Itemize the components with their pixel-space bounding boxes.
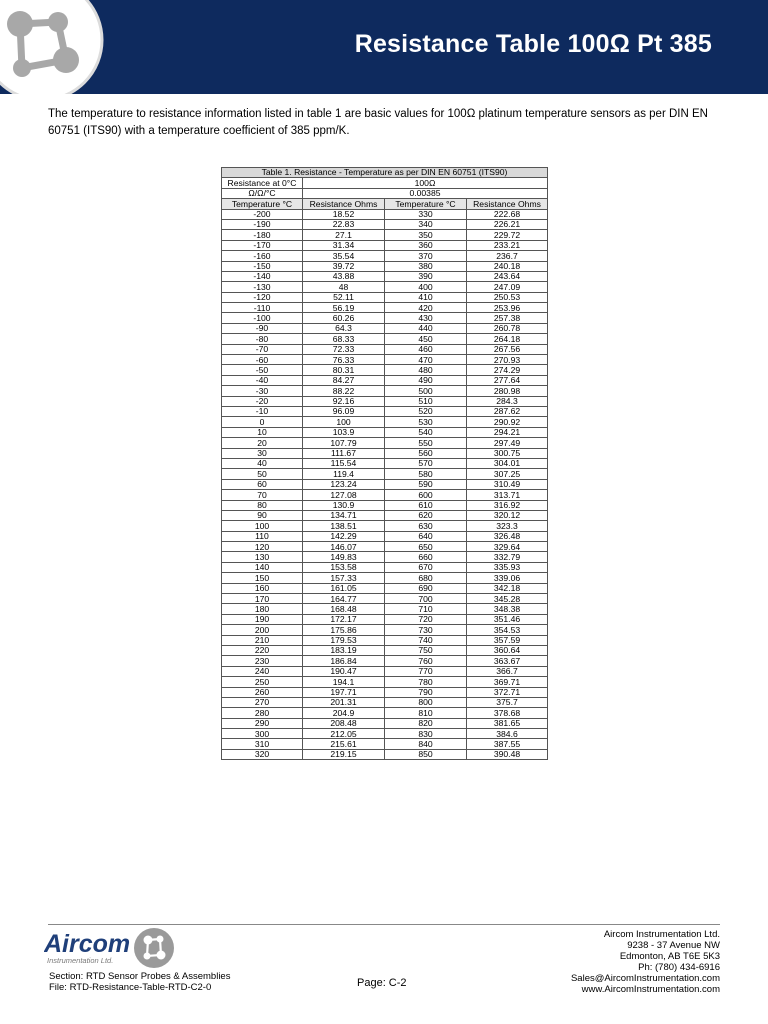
table-cell: 500	[385, 386, 467, 396]
table-cell: 600	[385, 490, 467, 500]
table-cell: 313.71	[467, 490, 548, 500]
table-row	[222, 708, 548, 718]
table-cell: 229.72	[467, 230, 548, 240]
table-row	[222, 427, 548, 437]
table-header-row	[222, 199, 548, 209]
table-row	[222, 282, 548, 292]
table-cell: 120	[222, 542, 303, 552]
logo-tagline: Instrumentation Ltd.	[47, 956, 114, 965]
table-cell: 680	[385, 573, 467, 583]
table-cell: 384.6	[467, 729, 548, 739]
table-cell: 410	[385, 292, 467, 302]
table-cell: 370	[385, 251, 467, 261]
table-cell: 250.53	[467, 292, 548, 302]
table-cell: -10	[222, 406, 303, 416]
table-cell: 326.48	[467, 531, 548, 541]
footer-divider	[48, 924, 720, 925]
table-row	[222, 251, 548, 261]
table-cell: 690	[385, 583, 467, 593]
table-cell: 590	[385, 479, 467, 489]
table-cell: 64.3	[303, 323, 385, 333]
table-cell: -80	[222, 334, 303, 344]
table-row	[222, 573, 548, 583]
table-cell: 220	[222, 645, 303, 655]
table-cell: 580	[385, 469, 467, 479]
table-cell: 90	[222, 510, 303, 520]
table-cell: -140	[222, 271, 303, 281]
table-cell: 31.34	[303, 240, 385, 250]
table-cell: 810	[385, 708, 467, 718]
table-row	[222, 271, 548, 281]
table-cell: 160	[222, 583, 303, 593]
aircom-footer-logo	[44, 926, 184, 972]
table-cell: 780	[385, 677, 467, 687]
table-row	[222, 594, 548, 604]
table-cell: 390.48	[467, 749, 548, 759]
table-cell: 770	[385, 666, 467, 676]
table-cell: 240.18	[467, 261, 548, 271]
table-cell: 287.62	[467, 406, 548, 416]
table-cell: 84.27	[303, 375, 385, 385]
table-cell: 345.28	[467, 594, 548, 604]
table-row	[222, 510, 548, 520]
table-row	[222, 209, 548, 219]
table-cell: 363.67	[467, 656, 548, 666]
table-caption-row	[222, 168, 548, 178]
footer-section: Section: RTD Sensor Probes & Assemblies	[49, 971, 231, 982]
table-cell: 172.17	[303, 614, 385, 624]
table-cell: -110	[222, 303, 303, 313]
table-row	[222, 365, 548, 375]
table-cell: 304.01	[467, 458, 548, 468]
table-cell: 760	[385, 656, 467, 666]
table-cell: 253.96	[467, 303, 548, 313]
resistance-at-zero-label: Resistance at 0°C	[222, 178, 303, 188]
table-row	[222, 583, 548, 593]
table-row	[222, 490, 548, 500]
table-cell: 480	[385, 365, 467, 375]
table-row	[222, 542, 548, 552]
table-cell: 92.16	[303, 396, 385, 406]
table-cell: 96.09	[303, 406, 385, 416]
table-cell: 153.58	[303, 562, 385, 572]
table-cell: 226.21	[467, 219, 548, 229]
table-row	[222, 666, 548, 676]
table-cell: 310.49	[467, 479, 548, 489]
table-cell: 208.48	[303, 718, 385, 728]
table-row	[222, 219, 548, 229]
table-cell: 570	[385, 458, 467, 468]
table-cell: 650	[385, 542, 467, 552]
column-header: Temperature °C	[385, 199, 467, 209]
table-row	[222, 303, 548, 313]
table-row	[222, 344, 548, 354]
table-cell: 250	[222, 677, 303, 687]
table-cell: 316.92	[467, 500, 548, 510]
table-row	[222, 500, 548, 510]
table-row	[222, 313, 548, 323]
table-cell: 80	[222, 500, 303, 510]
table-cell: 750	[385, 645, 467, 655]
table-cell: 800	[385, 697, 467, 707]
table-cell: -120	[222, 292, 303, 302]
table-row	[222, 677, 548, 687]
table-cell: 366.7	[467, 666, 548, 676]
table-cell: 820	[385, 718, 467, 728]
table-cell: 10	[222, 427, 303, 437]
table-cell: 700	[385, 594, 467, 604]
table-cell: 381.65	[467, 718, 548, 728]
table-row	[222, 292, 548, 302]
table-cell: 390	[385, 271, 467, 281]
table-cell: 130	[222, 552, 303, 562]
table-row	[222, 396, 548, 406]
table-cell: 670	[385, 562, 467, 572]
footer-email-link[interactable]: Sales@AircomInstrumentation.com	[570, 973, 720, 984]
table-cell: 48	[303, 282, 385, 292]
table-cell: 130.9	[303, 500, 385, 510]
table-row	[222, 645, 548, 655]
table-cell: 56.19	[303, 303, 385, 313]
table-cell: 123.24	[303, 479, 385, 489]
table-cell: 40	[222, 458, 303, 468]
table-row	[222, 406, 548, 416]
footer-address-line1: 9238 - 37 Avenue NW	[627, 940, 720, 951]
table-cell: 222.68	[467, 209, 548, 219]
table-cell: 157.33	[303, 573, 385, 583]
table-cell: 380	[385, 261, 467, 271]
table-cell: 274.29	[467, 365, 548, 375]
table-cell: 450	[385, 334, 467, 344]
table-cell: 233.21	[467, 240, 548, 250]
table-cell: 212.05	[303, 729, 385, 739]
column-header: Resistance Ohms	[467, 199, 548, 209]
table-cell: 294.21	[467, 427, 548, 437]
table-cell: 430	[385, 313, 467, 323]
table-cell: 307.25	[467, 469, 548, 479]
table-cell: 243.64	[467, 271, 548, 281]
footer-address-line2: Edmonton, AB T6E 5K3	[619, 951, 720, 962]
table-cell: 270	[222, 697, 303, 707]
table-cell: 230	[222, 656, 303, 666]
table-cell: 730	[385, 625, 467, 635]
table-row	[222, 323, 548, 333]
column-header: Temperature °C	[222, 199, 303, 209]
table-cell: 520	[385, 406, 467, 416]
table-cell: 260	[222, 687, 303, 697]
page-title: Resistance Table 100Ω Pt 385	[354, 30, 712, 58]
table-cell: -130	[222, 282, 303, 292]
table-cell: 50	[222, 469, 303, 479]
table-cell: -180	[222, 230, 303, 240]
table-cell: 60	[222, 479, 303, 489]
coefficient-row	[222, 188, 548, 198]
table-cell: 170	[222, 594, 303, 604]
table-cell: 110	[222, 531, 303, 541]
table-cell: 186.84	[303, 656, 385, 666]
table-cell: 150	[222, 573, 303, 583]
table-cell: 164.77	[303, 594, 385, 604]
table-cell: 201.31	[303, 697, 385, 707]
table-cell: 630	[385, 521, 467, 531]
table-cell: 76.33	[303, 355, 385, 365]
table-cell: -40	[222, 375, 303, 385]
table-cell: -190	[222, 219, 303, 229]
table-cell: -50	[222, 365, 303, 375]
table-cell: 339.06	[467, 573, 548, 583]
table-cell: 660	[385, 552, 467, 562]
table-cell: 277.64	[467, 375, 548, 385]
footer-document-info	[49, 971, 230, 993]
resistance-at-zero-row	[222, 178, 548, 188]
table-cell: 470	[385, 355, 467, 365]
table-row	[222, 739, 548, 749]
table-cell: 300.75	[467, 448, 548, 458]
table-cell: 360.64	[467, 645, 548, 655]
table-row	[222, 656, 548, 666]
table-cell: 440	[385, 323, 467, 333]
table-row	[222, 635, 548, 645]
table-row	[222, 417, 548, 427]
table-cell: 320.12	[467, 510, 548, 520]
table-cell: 127.08	[303, 490, 385, 500]
table-cell: 530	[385, 417, 467, 427]
table-row	[222, 458, 548, 468]
table-cell: 215.61	[303, 739, 385, 749]
table-cell: 340	[385, 219, 467, 229]
footer-website-link[interactable]: www.AircomInstrumentation.com	[581, 984, 720, 995]
table-row	[222, 562, 548, 572]
table-cell: 267.56	[467, 344, 548, 354]
table-cell: 280.98	[467, 386, 548, 396]
table-cell: 369.71	[467, 677, 548, 687]
table-row	[222, 240, 548, 250]
table-cell: 330	[385, 209, 467, 219]
table-row	[222, 749, 548, 759]
table-cell: 290.92	[467, 417, 548, 427]
page-header	[0, 0, 768, 94]
table-cell: 790	[385, 687, 467, 697]
table-cell: 70	[222, 490, 303, 500]
table-cell: 43.88	[303, 271, 385, 281]
table-cell: 100	[222, 521, 303, 531]
table-cell: 146.07	[303, 542, 385, 552]
table-cell: 372.71	[467, 687, 548, 697]
table-cell: 387.55	[467, 739, 548, 749]
table-cell: 354.53	[467, 625, 548, 635]
table-cell: 257.38	[467, 313, 548, 323]
table-cell: 107.79	[303, 438, 385, 448]
resistance-table	[221, 167, 548, 760]
table-cell: 200	[222, 625, 303, 635]
table-cell: 183.19	[303, 645, 385, 655]
footer-phone: Ph: (780) 434-6916	[638, 962, 720, 973]
table-cell: 119.4	[303, 469, 385, 479]
table-cell: 22.83	[303, 219, 385, 229]
table-cell: 297.49	[467, 438, 548, 448]
table-cell: -70	[222, 344, 303, 354]
table-caption: Table 1. Resistance - Temperature as per DIN EN 60751 (ITS90)	[222, 168, 548, 178]
table-cell: 540	[385, 427, 467, 437]
table-cell: -60	[222, 355, 303, 365]
table-row	[222, 614, 548, 624]
table-cell: 0	[222, 417, 303, 427]
table-cell: 351.46	[467, 614, 548, 624]
table-cell: 20	[222, 438, 303, 448]
table-row	[222, 625, 548, 635]
table-cell: 740	[385, 635, 467, 645]
table-cell: 375.7	[467, 697, 548, 707]
table-cell: 219.15	[303, 749, 385, 759]
table-cell: 175.86	[303, 625, 385, 635]
table-row	[222, 479, 548, 489]
table-cell: 115.54	[303, 458, 385, 468]
table-cell: 190	[222, 614, 303, 624]
table-row	[222, 355, 548, 365]
table-row	[222, 375, 548, 385]
table-cell: 329.64	[467, 542, 548, 552]
table-cell: 52.11	[303, 292, 385, 302]
table-cell: -100	[222, 313, 303, 323]
table-cell: 204.9	[303, 708, 385, 718]
table-row	[222, 386, 548, 396]
table-cell: 357.59	[467, 635, 548, 645]
table-cell: 190.47	[303, 666, 385, 676]
table-cell: 300	[222, 729, 303, 739]
table-cell: 88.22	[303, 386, 385, 396]
table-cell: 620	[385, 510, 467, 520]
table-cell: 161.05	[303, 583, 385, 593]
table-cell: 134.71	[303, 510, 385, 520]
table-cell: 550	[385, 438, 467, 448]
table-cell: 236.7	[467, 251, 548, 261]
table-cell: 332.79	[467, 552, 548, 562]
table-cell: 284.3	[467, 396, 548, 406]
table-cell: 30	[222, 448, 303, 458]
table-cell: 18.52	[303, 209, 385, 219]
table-cell: 27.1	[303, 230, 385, 240]
table-cell: 850	[385, 749, 467, 759]
table-cell: 320	[222, 749, 303, 759]
table-cell: 720	[385, 614, 467, 624]
table-row	[222, 469, 548, 479]
table-cell: -160	[222, 251, 303, 261]
table-cell: 111.67	[303, 448, 385, 458]
table-cell: 350	[385, 230, 467, 240]
table-row	[222, 697, 548, 707]
table-cell: 180	[222, 604, 303, 614]
table-cell: 378.68	[467, 708, 548, 718]
table-cell: 830	[385, 729, 467, 739]
table-cell: 35.54	[303, 251, 385, 261]
table-row	[222, 521, 548, 531]
table-row	[222, 729, 548, 739]
table-cell: 360	[385, 240, 467, 250]
logo-wordmark: Aircom	[44, 930, 131, 958]
table-cell: 310	[222, 739, 303, 749]
table-cell: 290	[222, 718, 303, 728]
table-cell: -170	[222, 240, 303, 250]
table-cell: 240	[222, 666, 303, 676]
table-cell: 80.31	[303, 365, 385, 375]
table-cell: -90	[222, 323, 303, 333]
table-cell: 420	[385, 303, 467, 313]
table-cell: 560	[385, 448, 467, 458]
table-cell: 39.72	[303, 261, 385, 271]
table-cell: 460	[385, 344, 467, 354]
table-cell: 197.71	[303, 687, 385, 697]
table-cell: 210	[222, 635, 303, 645]
table-cell: 140	[222, 562, 303, 572]
table-row	[222, 230, 548, 240]
table-cell: 335.93	[467, 562, 548, 572]
table-row	[222, 604, 548, 614]
table-cell: 100	[303, 417, 385, 427]
footer-contact-block	[571, 929, 720, 995]
table-row	[222, 552, 548, 562]
footer-page-number: Page: C-2	[357, 977, 407, 989]
table-cell: 280	[222, 708, 303, 718]
table-cell: 260.78	[467, 323, 548, 333]
table-cell: 264.18	[467, 334, 548, 344]
footer-company: Aircom Instrumentation Ltd.	[603, 929, 720, 940]
table-row	[222, 718, 548, 728]
table-cell: 149.83	[303, 552, 385, 562]
table-row	[222, 687, 548, 697]
table-row	[222, 531, 548, 541]
table-cell: 103.9	[303, 427, 385, 437]
table-cell: 400	[385, 282, 467, 292]
intro-paragraph: The temperature to resistance information listed in table 1 are basic values for 100Ω platinum temperature sensors as per DIN EN 60751 (ITS90) with a temperature coefficient of 385 ppm/K.	[48, 108, 708, 137]
footer-file: File: RTD-Resistance-Table-RTD-C2-0	[49, 982, 212, 993]
table-cell: 168.48	[303, 604, 385, 614]
aircom-molecule-logo-icon	[0, 0, 110, 94]
table-cell: -30	[222, 386, 303, 396]
coefficient-value: 0.00385	[303, 188, 548, 198]
molecule-icon	[134, 928, 174, 968]
table-cell: 270.93	[467, 355, 548, 365]
table-cell: 640	[385, 531, 467, 541]
table-cell: 323.3	[467, 521, 548, 531]
table-cell: 510	[385, 396, 467, 406]
table-cell: 60.26	[303, 313, 385, 323]
table-cell: 610	[385, 500, 467, 510]
table-cell: -20	[222, 396, 303, 406]
resistance-at-zero-value: 100Ω	[303, 178, 548, 188]
table-cell: -150	[222, 261, 303, 271]
coefficient-label: Ω/Ω/°C	[222, 188, 303, 198]
table-row	[222, 261, 548, 271]
table-cell: 710	[385, 604, 467, 614]
table-cell: 142.29	[303, 531, 385, 541]
table-cell: 194.1	[303, 677, 385, 687]
table-cell: 247.09	[467, 282, 548, 292]
column-header: Resistance Ohms	[303, 199, 385, 209]
table-cell: 490	[385, 375, 467, 385]
table-cell: 348.38	[467, 604, 548, 614]
table-cell: 138.51	[303, 521, 385, 531]
table-row	[222, 448, 548, 458]
table-cell: 72.33	[303, 344, 385, 354]
table-row	[222, 438, 548, 448]
table-row	[222, 334, 548, 344]
table-cell: 68.33	[303, 334, 385, 344]
table-cell: -200	[222, 209, 303, 219]
table-cell: 342.18	[467, 583, 548, 593]
table-cell: 840	[385, 739, 467, 749]
table-cell: 179.53	[303, 635, 385, 645]
